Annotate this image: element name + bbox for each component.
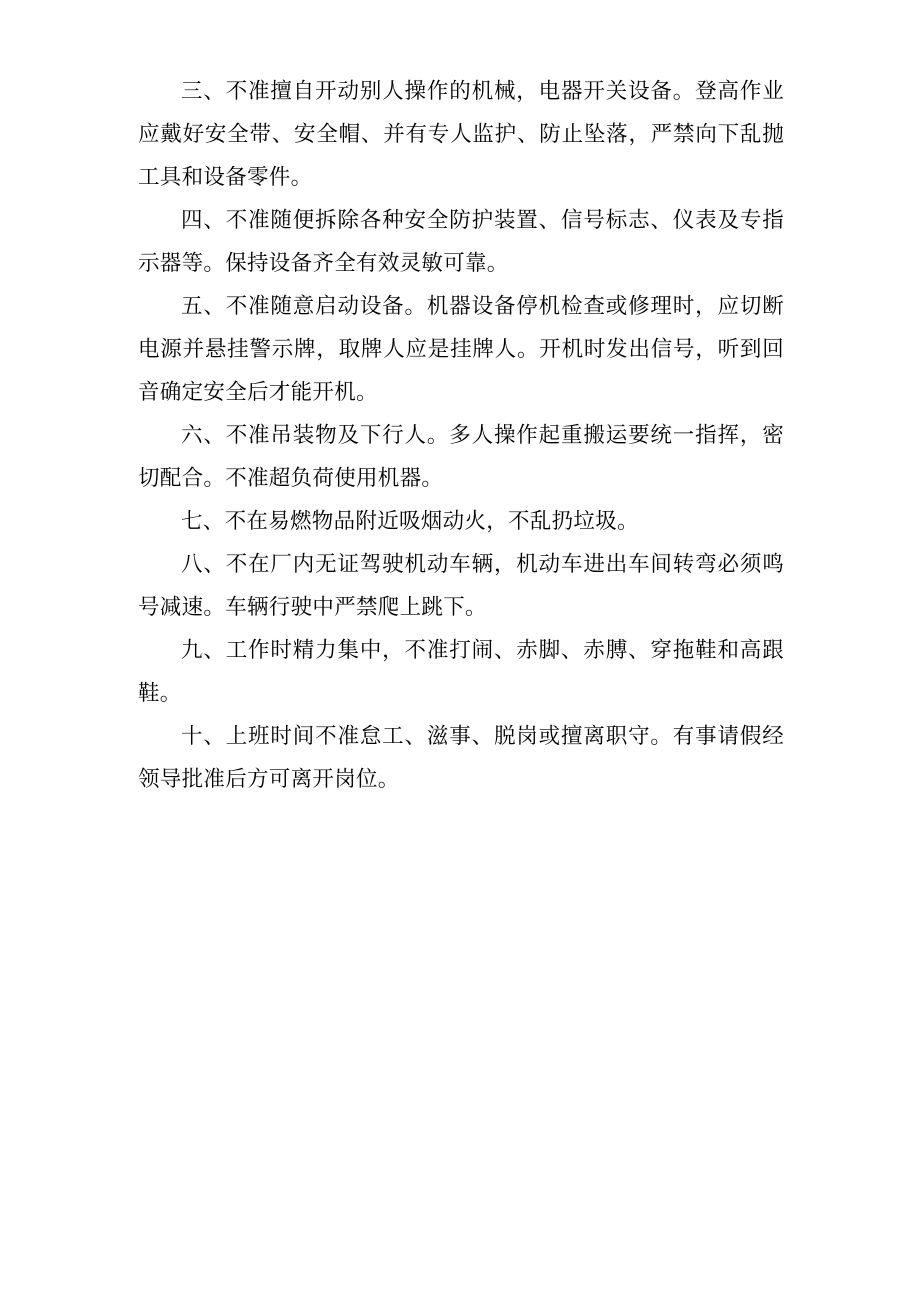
rule-paragraph-4: 四、不准随便拆除各种安全防护装置、信号标志、仪表及专指示器等。保持设备齐全有效灵敏可靠。	[138, 208, 784, 276]
rule-paragraph-9: 九、工作时精力集中，不准打闹、赤脚、赤膊、穿拖鞋和高跟鞋。	[138, 638, 784, 706]
rule-paragraph-10: 十、上班时间不准怠工、滋事、脱岗或擅离职守。有事请假经领导批准后方可离开岗位。	[138, 724, 784, 792]
rule-paragraph-7: 七、不在易燃物品附近吸烟动火，不乱扔垃圾。	[181, 509, 639, 534]
rule-paragraph-3: 三、不准擅自开动别人操作的机械，电器开关设备。登高作业应戴好安全带、安全帽、并有专人监护、防止坠落，严禁向下乱抛工具和设备零件。	[138, 79, 784, 190]
document-body	[138, 70, 784, 801]
rule-paragraph-8: 八、不在厂内无证驾驶机动车辆，机动车进出车间转弯必须鸣号减速。车辆行驶中严禁爬上跳下。	[138, 552, 784, 620]
rule-paragraph-5: 五、不准随意启动设备。机器设备停机检查或修理时，应切断电源并悬挂警示牌，取牌人应是挂牌人。开机时发出信号，听到回音确定安全后才能开机。	[138, 294, 784, 405]
rule-paragraph-6: 六、不准吊装物及下行人。多人操作起重搬运要统一指挥，密切配合。不准超负荷使用机器。	[138, 423, 784, 491]
